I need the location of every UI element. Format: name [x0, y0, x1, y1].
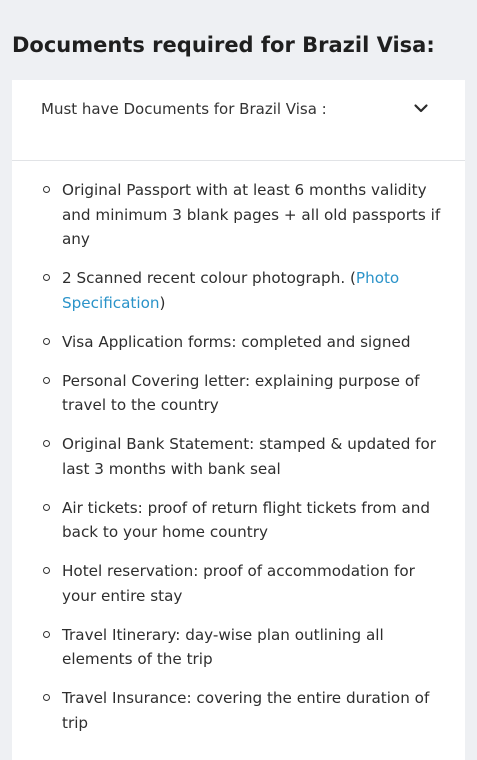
list-item [12, 623, 465, 672]
bullet-circle-icon [43, 186, 50, 193]
list-item [12, 369, 465, 418]
accordion-title: Must have Documents for Brazil Visa : [41, 100, 327, 118]
bullet-circle-icon [43, 338, 50, 345]
chevron-down-icon[interactable] [413, 100, 429, 116]
list-item-text: Original Passport with at least 6 months validity and minimum 3 blank pages + all old passports if any [62, 181, 441, 248]
list-item-text: Travel Insurance: covering the entire duration of trip [62, 689, 430, 732]
list-item-text: Hotel reservation: proof of accommodation for your entire stay [62, 562, 415, 605]
list-item-text: Personal Covering letter: explaining purpose of travel to the country [62, 371, 420, 414]
list-item-text: Visa Application forms: completed and signed [62, 332, 411, 351]
documents-list [12, 178, 465, 750]
bullet-circle-icon [43, 504, 50, 511]
bullet-circle-icon [43, 377, 50, 384]
photo-specification-link[interactable]: Photo Specification [62, 269, 400, 312]
documents-accordion [12, 80, 465, 760]
bullet-circle-icon [43, 694, 50, 701]
list-item-text: Travel Itinerary: day-wise plan outlining all elements of the trip [62, 625, 384, 668]
list-item-text-suffix: ) [159, 293, 166, 312]
bullet-circle-icon [43, 631, 50, 638]
list-item-text: Air tickets: proof of return flight tickets from and back to your home country [62, 498, 431, 541]
bullet-circle-icon [43, 274, 50, 281]
accordion-header[interactable] [12, 80, 465, 161]
list-item [12, 686, 465, 735]
bullet-circle-icon [43, 440, 50, 447]
page-title: Documents required for Brazil Visa: [12, 33, 435, 57]
list-item-text: 2 Scanned recent colour photograph. ( [62, 269, 356, 287]
bullet-circle-icon [43, 567, 50, 574]
list-item [12, 178, 465, 252]
list-item [12, 559, 465, 608]
list-item [12, 266, 465, 315]
list-item-text: Original Bank Statement: stamped & updated for last 3 months with bank seal [62, 435, 437, 478]
list-item [12, 330, 465, 355]
list-item [12, 496, 465, 545]
list-item [12, 432, 465, 481]
